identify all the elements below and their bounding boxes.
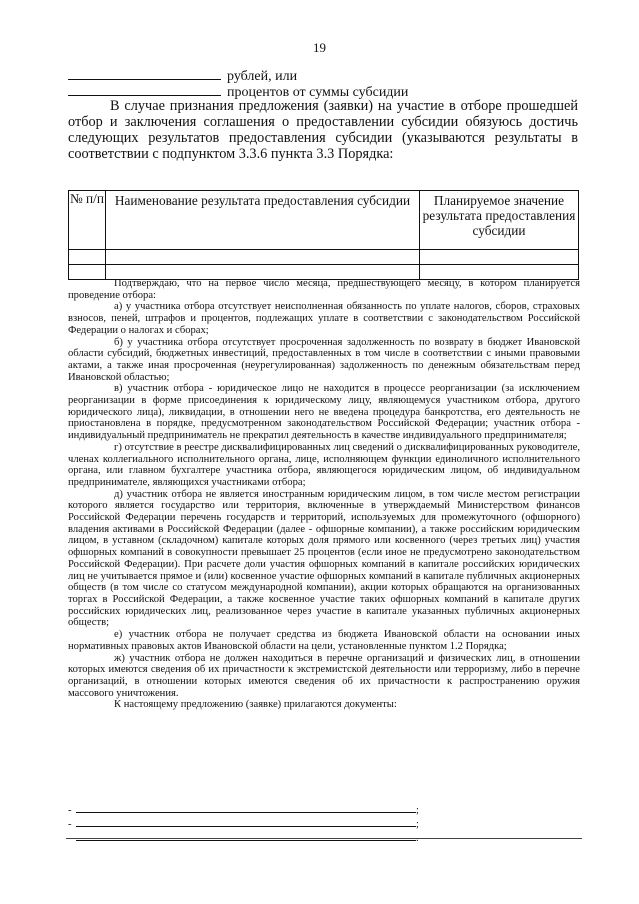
table-cell <box>420 250 579 265</box>
results-table <box>68 190 579 280</box>
results-table-header <box>69 191 579 250</box>
percent-label: процентов от суммы субсидии <box>227 85 409 100</box>
percent-blank <box>68 82 221 96</box>
document-blank <box>76 817 416 827</box>
table-cell <box>69 250 106 265</box>
condition-b: б) у участника отбора отсутствует просроченная задолженность по возврату в бюджет Ивановской области субсидий, бюджетных инвестиций, предоставленных в том числе в соответствии с иными правовыми актами, а также иная просроченная (неурегулированная) задолженность по денежным обязательствам перед Ивановской областью; <box>68 336 580 383</box>
list-item: - ; <box>68 805 419 816</box>
list-item: - ; <box>68 819 419 830</box>
document-blank <box>76 831 416 841</box>
table-row <box>69 250 579 265</box>
page-number: 19 <box>313 40 326 55</box>
rubles-label: рублей, или <box>227 69 298 84</box>
attached-documents-label: К настоящему предложению (заявке) прилагаются документы: <box>114 699 397 711</box>
intro-paragraph: В случае признания предложения (заявки) на участие в отборе прошедшей отбор и заключения соглашения о предоставлении субсидии обязуюсь достичь следующих результатов предоставления субсидии (указываются результаты в соответствии с подпунктом 3.3.6 пункта 3.3 Порядка: <box>68 98 578 162</box>
confirmation-intro: Подтверждаю, что на первое число месяца, предшествующего месяцу, в котором планируется проведение отбора: <box>68 278 580 301</box>
table-cell <box>106 250 420 265</box>
column-header-number: № п/п <box>69 191 106 250</box>
condition-g: г) отсутствие в реестре дисквалифицированных лиц сведений о дисквалифицированных руководителе, членах коллегиального исполнительного органа, лице, исполняющем функции единоличного исполнительного органа, или главном бухгалтере участника отбора, являющегося юридическим лицом, об индивидуальном предпринимателе, являющихся участниками отбора; <box>68 441 580 488</box>
condition-v: в) участник отбора - юридическое лицо не находится в процессе реорганизации (за исключением реорганизации в форме присоединения к юридическому лицу, являющемуся участником отбора, другого юридического лица), ликвидации, в отношении него не введена процедура банкротства, его деятельность не приостановлена в порядке, предусмотренном законодательством Российской Федерации; участник отбора - индивидуальный предприниматель не прекратил деятельность в качестве индивидуального предпринимателя; <box>68 383 580 442</box>
document-blank <box>76 803 416 813</box>
condition-e: е) участник отбора не получает средства из бюджета Ивановской области на основании иных нормативных правовых актов Ивановской области на цели, установленные пунктом 1.2 Порядка; <box>68 629 580 652</box>
condition-d: д) участник отбора не является иностранным юридическим лицом, в том числе местом регистрации которого является государство или территория, включенные в утверждаемый Министерством финансов Российской Федерации перечень государств и территорий, используемых для промежуточного (офшорного) владения активами в Российской Федерации (далее - офшорные компании), а также российским юридическим лицом, в уставном (складочном) капитале которых доля прямого или косвенного (через третьих лиц) участия офшорных компаний в совокупности превышает 25 процентов (если иное не предусмотрено законодательством Российской Федерации). При расчете доли участия офшорных компаний в капитале российских юридических лиц не учитывается прямое и (или) косвенное участие офшорных компаний в капитале публичных акционерных обществ (в том числе со статусом международной компании), акции которых обращаются на организованных торгах в Российской Федерации, а также косвенное участие таких офшорных компаний в капитале других российских юридических лиц, реализованное через участие в капитале указанных публичных акционерных обществ; <box>68 488 580 629</box>
rubles-blank <box>68 66 221 80</box>
footer-divider <box>66 838 582 839</box>
column-header-result-name: Наименование результата предоставления субсидии <box>106 191 420 250</box>
condition-a: а) у участника отбора отсутствует неисполненная обязанность по уплате налогов, сборов, страховых взносов, пеней, штрафов и процентов, подлежащих уплате в соответствии с законодательством Российской Федерации о налогах и сборах; <box>68 301 580 336</box>
confirmation-section <box>68 278 580 711</box>
column-header-planned-value: Планируемое значение результата предоставления субсидии <box>420 191 579 250</box>
condition-zh: ж) участник отбора не должен находиться в перечне организаций и физических лиц, в отношении которых имеются сведения об их причастности к экстремистской деятельности или терроризму, либо в перечне организаций, в отношении которых имеются сведения об их причастности к распространению оружия массового уничтожения. <box>68 652 580 699</box>
list-item: - . <box>68 833 419 844</box>
